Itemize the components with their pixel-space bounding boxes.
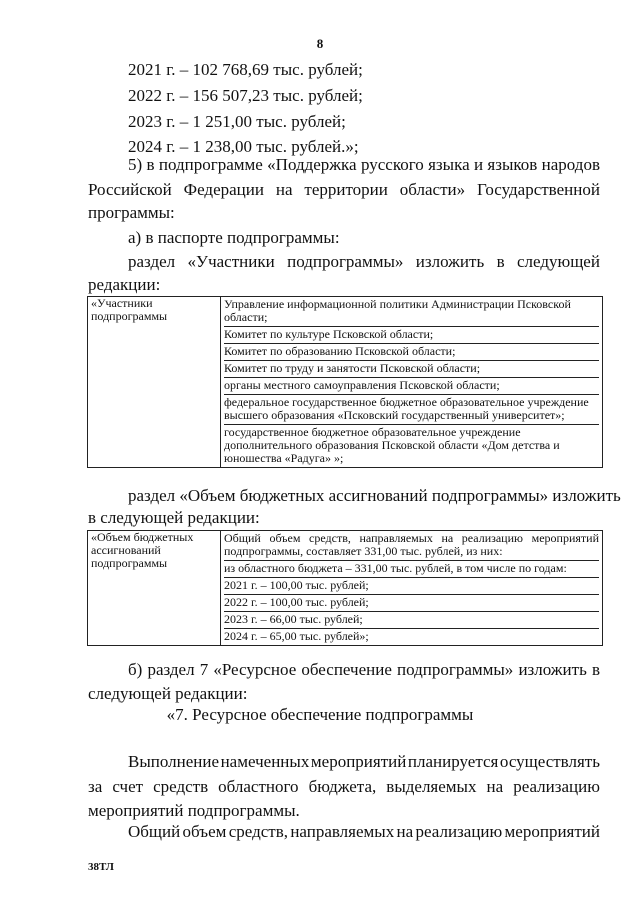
word: 5) <box>128 155 143 174</box>
word: выделяемых <box>386 777 477 796</box>
word: Выполнение <box>128 752 220 771</box>
subitem-b-line1 <box>128 660 600 680</box>
participant-row: федеральное государственное бюджетное образовательное учреждение высшего образования «Псковский государственный университет»; <box>224 395 599 425</box>
participants-label: «Участники подпрограммы <box>88 297 221 468</box>
budget-label: «Объем бюджетных ассигнований подпрограммы <box>88 531 221 646</box>
budget-table <box>87 530 603 646</box>
word: русского <box>360 155 424 174</box>
word: средств, <box>228 822 288 841</box>
subitem-b-line2: следующей редакции: <box>88 684 248 703</box>
word: бюджета, <box>308 777 377 796</box>
word: на <box>486 777 504 796</box>
item5-line2 <box>88 180 600 200</box>
word: изложить <box>518 660 587 679</box>
word: планируется <box>407 752 499 771</box>
razdel1-line2: редакции: <box>88 275 161 294</box>
word: подпрограмме <box>158 155 263 174</box>
section-title: «7. Ресурсное обеспечение подпрограммы <box>166 705 474 724</box>
word: Федерации <box>183 180 264 199</box>
word: направляемых <box>290 822 395 841</box>
budget-row: Общий объем средств, направляемых на реализацию мероприятий подпрограммы, составляет 331,00 тыс. рублей, из них: <box>224 531 599 561</box>
word: областного <box>218 777 299 796</box>
word: территории <box>304 180 388 199</box>
razdel1-line1 <box>128 252 600 272</box>
word: счет <box>112 777 144 796</box>
subitem-a: а) в паспорте подпрограммы: <box>128 228 340 247</box>
word: мероприятий <box>504 822 600 841</box>
line-2021: 2021 г. – 102 768,69 тыс. рублей; <box>128 60 363 79</box>
budget-row: 2021 г. – 100,00 тыс. рублей; <box>224 578 599 595</box>
word: в <box>146 155 155 174</box>
participant-row: Комитет по труду и занятости Псковской области; <box>224 361 599 378</box>
word: Общий <box>128 822 181 841</box>
word: в <box>591 660 600 679</box>
word: б) <box>128 660 143 679</box>
razdel2-line1: раздел «Объем бюджетных ассигнований подпрограммы» изложить <box>128 486 621 505</box>
line-2024: 2024 г. – 1 238,00 тыс. рублей.»; <box>128 137 359 156</box>
word: «Ресурсное <box>213 660 297 679</box>
word: обеспечение <box>301 660 392 679</box>
budget-row: 2023 г. – 66,00 тыс. рублей; <box>224 612 599 629</box>
line-2023: 2023 г. – 1 251,00 тыс. рублей; <box>128 112 346 131</box>
participant-row: органы местного самоуправления Псковской области; <box>224 378 599 395</box>
para1-line2 <box>88 777 600 797</box>
word: народов <box>541 155 600 174</box>
word: подпрограммы» <box>397 660 514 679</box>
item5-line3: программы: <box>88 203 175 222</box>
participant-row: Комитет по образованию Псковской области; <box>224 344 599 361</box>
footer-code: 38ТЛ <box>88 861 114 873</box>
participant-row: Управление информационной политики Администрации Псковской области; <box>224 297 599 327</box>
budget-row: 2024 г. – 65,00 тыс. рублей»; <box>224 629 369 643</box>
word: 7 <box>199 660 209 679</box>
word: раздел <box>147 660 195 679</box>
word: в <box>496 252 505 271</box>
item5-line1 <box>128 155 600 175</box>
word: намеченных <box>220 752 310 771</box>
word: мероприятий <box>310 752 407 771</box>
word: средств <box>153 777 209 796</box>
word: «Участники <box>187 252 275 271</box>
word: подпрограммы» <box>287 252 404 271</box>
para1-line1 <box>128 752 600 772</box>
word: «Поддержка <box>267 155 357 174</box>
word: изложить <box>415 252 485 271</box>
participants-cell <box>221 297 603 468</box>
word: языков <box>487 155 538 174</box>
word: на <box>275 180 293 199</box>
word: Государственной <box>477 180 600 199</box>
word: Российской <box>88 180 172 199</box>
word: осуществлять <box>499 752 600 771</box>
line-2022: 2022 г. – 156 507,23 тыс. рублей; <box>128 86 363 105</box>
participant-row: Комитет по культуре Псковской области; <box>224 327 599 344</box>
word: реализацию <box>415 822 503 841</box>
budget-row: 2022 г. – 100,00 тыс. рублей; <box>224 595 599 612</box>
word: реализацию <box>513 777 600 796</box>
word: следующей <box>517 252 600 271</box>
word: на <box>396 822 414 841</box>
para1-line3: мероприятий подпрограммы. <box>88 801 300 820</box>
razdel2-line2: в следующей редакции: <box>88 508 260 527</box>
word: раздел <box>128 252 176 271</box>
page-number: 8 <box>316 36 324 51</box>
word: и <box>473 155 484 174</box>
word: области» <box>399 180 466 199</box>
budget-row: из областного бюджета – 331,00 тыс. рублей, в том числе по годам: <box>224 561 599 578</box>
para2-line1 <box>128 822 600 842</box>
word: языка <box>428 155 470 174</box>
word: объем <box>182 822 227 841</box>
participant-row: государственное бюджетное образовательное учреждение дополнительного образования Псковской области «Дом детства и юношества «Радуга» »; <box>224 425 560 465</box>
budget-cell <box>221 531 603 646</box>
participants-table <box>87 296 603 468</box>
word: за <box>88 777 103 796</box>
